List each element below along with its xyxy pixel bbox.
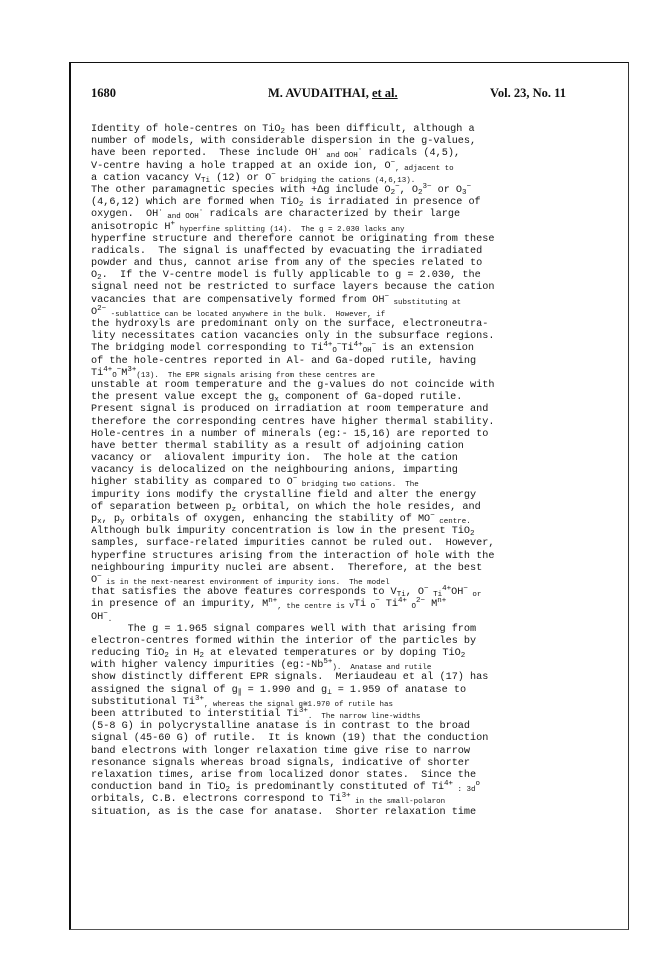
text-line (91, 794, 611, 806)
subscript: 2 (298, 201, 304, 210)
subscript: O (366, 603, 376, 612)
text-line (91, 807, 611, 819)
text-run: (5-8 G) in polycrystalline anatase is in contrast to the broad (91, 721, 471, 733)
text-run: a cation vacancy V (91, 172, 202, 184)
subscript: bridging two cations. The (297, 481, 419, 490)
superscript: · (357, 146, 363, 155)
text-line (91, 441, 611, 453)
text-run: p (91, 514, 98, 525)
superscript: − (463, 585, 468, 594)
text-line (91, 404, 611, 416)
text-line (91, 124, 611, 136)
text-run: = 1.959 of anatase to (331, 684, 467, 696)
text-line (91, 356, 611, 368)
subscript: Ti (396, 591, 406, 600)
text-run: OH (451, 587, 464, 599)
superscript: − (375, 597, 380, 606)
text-run: assigned the signal of g (91, 684, 238, 696)
text-line (91, 624, 611, 636)
text-line (91, 587, 611, 599)
text-run: Ti (379, 599, 398, 611)
text-run: have been reported. These include OH (91, 148, 318, 160)
text-line (91, 365, 611, 380)
text-run: lity necessitates cation vacancies only in the subsurface regions. (91, 331, 495, 343)
subscript: or (467, 591, 482, 600)
text-run: O (91, 574, 98, 586)
text-run: vacancy or aliovalent impurity ion. The hole at the cation (91, 453, 458, 465)
text-line (91, 292, 611, 307)
text-run: neighbouring impurity nuclei are absent. Therefore, at the best (91, 562, 483, 574)
text-line (91, 758, 611, 770)
subscript: y (119, 518, 125, 526)
text-line (91, 417, 611, 429)
text-run: has been difficult, although a (285, 124, 475, 135)
text-run: vacancies that are compensatively formed from OH (91, 294, 385, 306)
text-run: O (91, 306, 98, 318)
text-run: M (424, 599, 438, 611)
author-line (268, 86, 398, 101)
subscript: -sublattice can be located anywhere in the bulk. However, if (106, 310, 386, 319)
text-line (91, 490, 611, 502)
superscript: − (390, 158, 396, 167)
text-run: hyperfine structures arising from the interaction of hole with the (91, 550, 495, 562)
subscript: Ti (428, 591, 443, 600)
text-line (91, 477, 611, 489)
text-run: signal need not be restricted to surface layers because the cation (91, 282, 495, 294)
superscript: 3+ (194, 694, 204, 703)
superscript: − (336, 341, 342, 350)
superscript: − (466, 182, 472, 191)
subscript: is in the next-nearest environment of impurity ions. The model (101, 578, 390, 587)
superscript: − (424, 585, 429, 594)
text-line (91, 599, 611, 611)
text-line (91, 636, 611, 648)
subscript: 2 (225, 786, 231, 795)
subscript: . (107, 615, 113, 624)
text-line (91, 282, 611, 294)
subscript: and OOH (321, 152, 358, 161)
text-line (91, 219, 611, 234)
text-run: the hydroxyls are predominant only on the surface, electroneutra- (91, 319, 489, 330)
text-line (91, 136, 611, 148)
superscript: 2− (415, 597, 425, 606)
text-run: The g = 1.965 signal compares well with that arising from (91, 623, 477, 635)
text-run: samples, surface-related impurities cannot be ruled out. However, (91, 538, 495, 550)
text-line (91, 453, 611, 465)
text-run: situation, as is the case for anatase. Shorter relaxation time (91, 806, 477, 818)
text-line (91, 609, 611, 624)
subscript: substituting at (388, 298, 461, 307)
text-run: signal (45-60 G) of rutile. It is known (19) that the conduction (91, 733, 489, 745)
text-line (91, 538, 611, 550)
superscript: 3− (422, 182, 432, 191)
text-run: = 1.990 and g (241, 684, 328, 696)
text-run: that satisfies the above features corresponds to V (91, 587, 397, 599)
text-run: hyperfine structure and therefore cannot be originating from these (91, 233, 495, 245)
text-line (91, 331, 611, 343)
et-al: et al. (371, 86, 398, 100)
subscript: 3 (462, 188, 467, 197)
text-run: (4,6,12) which are formed when TiO (91, 197, 299, 209)
subscript: 2 (417, 188, 423, 197)
text-run: have better thermal stability as a result of adjoining cation (91, 440, 464, 452)
text-line (91, 246, 611, 258)
text-run: Although bulk impurity concentration is low in the present TiO (91, 526, 471, 538)
subscript: O (332, 347, 337, 356)
text-run: M (121, 367, 128, 379)
superscript: n+ (437, 597, 447, 606)
subscript: , adjacent to (395, 164, 454, 173)
superscript: − (97, 572, 102, 581)
text-run: Identity of hole-centres on TiO (91, 124, 281, 135)
text-run: anisotropic H (91, 221, 171, 233)
subscript: centre. (434, 518, 471, 526)
text-run: . If the V-centre model is fully applicable to g = 2.030, the (101, 270, 481, 282)
subscript: x (97, 518, 102, 526)
text-line (91, 343, 611, 355)
subscript: Ti (201, 176, 211, 185)
text-line (91, 551, 611, 563)
text-run: oxygen. OH (91, 209, 159, 221)
text-line (91, 182, 611, 197)
superscript: · (158, 207, 163, 216)
text-line (91, 429, 611, 441)
superscript: n+ (268, 597, 278, 606)
text-run: V-centre having a hole trapped at an oxide ion, O (91, 160, 391, 172)
text-line (91, 526, 611, 538)
running-header (0, 86, 672, 106)
subscript: in the small-polaron (350, 798, 446, 807)
text-run: in presence of an impurity, M (91, 599, 269, 611)
superscript: 2− (97, 304, 107, 313)
text-run: electron-centres formed within the interior of the particles by (91, 635, 477, 647)
text-run: component of Ga-doped rutile. (278, 392, 463, 404)
superscript: − (430, 512, 435, 520)
subscript: 2 (280, 128, 286, 136)
superscript: · (317, 146, 322, 155)
text-line (91, 380, 611, 392)
subscript: , the centre is V (277, 603, 354, 612)
text-run: conduction band in TiO (91, 782, 226, 794)
subscript: x (274, 396, 279, 405)
superscript: · (198, 207, 204, 216)
text-line (91, 563, 611, 575)
text-run: Hole-centres in a number of minerals (eg:- 15,16) are reported to (91, 428, 489, 440)
superscript: − (395, 182, 400, 191)
subscript: 2 (199, 652, 204, 661)
text-run: powder and thus, cannot arise from any of the species related to (91, 258, 483, 270)
subscript: . The narrow line-widths (307, 713, 421, 721)
text-run: radicals. The signal is unaffected by evacuating the irradiated (91, 245, 483, 257)
subscript: bridging the cations (4,6,13). (275, 176, 416, 185)
superscript: − (371, 341, 377, 350)
text-line (91, 782, 611, 794)
text-line (91, 685, 611, 697)
superscript: 4+ (353, 341, 363, 350)
superscript: − (116, 365, 122, 374)
subscript: 2 (97, 274, 102, 283)
text-line (91, 514, 611, 526)
subscript: hyperfine splitting (14). The g = 2.030 lacks any (175, 225, 405, 234)
text-run: is irradiated in presence of (303, 197, 481, 209)
superscript: 3+ (341, 792, 351, 801)
superscript: 4+ (444, 780, 454, 789)
text-run: , O (405, 587, 425, 599)
text-run: is predominantly constituted of Ti (230, 782, 444, 794)
text-run: unstable at room temperature and the g-values do not coincide with (91, 379, 495, 391)
text-run: been attributed to interstitial Ti (91, 709, 299, 720)
text-line (91, 170, 611, 185)
text-line (91, 234, 611, 246)
text-line (91, 304, 611, 319)
subscript: 2 (390, 188, 396, 197)
text-line (91, 572, 611, 587)
text-run: radicals (4,5), (362, 148, 461, 160)
text-run: O (91, 270, 98, 282)
text-line (91, 465, 611, 477)
text-line (91, 733, 611, 745)
subscript: : 3d (453, 786, 476, 795)
text-line (91, 197, 611, 209)
subscript: ⊥ (327, 688, 332, 697)
text-run: , O (399, 184, 418, 196)
superscript: o (475, 780, 481, 789)
text-run: substitutional Ti (91, 696, 195, 708)
text-line (91, 694, 611, 709)
subscript: z (231, 505, 237, 514)
text-run: orbital, on which the hole resides, and (236, 501, 481, 513)
text-run: impurity ions modify the crystalline field and alter the energy (91, 489, 477, 501)
superscript: − (103, 609, 108, 618)
text-line (91, 319, 611, 331)
text-line (91, 721, 611, 733)
text-line (91, 158, 611, 173)
text-run: the present value except the g (91, 392, 275, 404)
text-line (91, 746, 611, 758)
superscript: 4+ (103, 365, 113, 374)
superscript: + (170, 219, 175, 228)
subscript: ). Anatase and rutile (332, 664, 432, 673)
text-run: Ti (353, 599, 367, 611)
text-line (91, 270, 611, 282)
text-run: , p (101, 514, 120, 525)
text-line (91, 648, 611, 660)
text-run: in H (168, 648, 200, 660)
text-line (91, 392, 611, 404)
text-line (91, 672, 611, 684)
text-line (91, 770, 611, 782)
superscript: 5+ (323, 658, 333, 667)
text-run: radicals are characterized by their large (203, 209, 461, 221)
text-run: Ti (341, 343, 354, 355)
text-run: of separation between p (91, 501, 232, 513)
superscript: 3+ (298, 707, 308, 715)
text-run: or O (431, 184, 463, 196)
subscript: 2 (460, 652, 466, 661)
superscript: 4+ (323, 341, 333, 350)
text-line (91, 709, 611, 721)
superscript: − (271, 170, 276, 179)
text-run: (12) or O (210, 172, 272, 184)
text-run: Present signal is produced on irradiation at room temperature and (91, 404, 489, 416)
subscript: , whereas the signal g≅1.970 of rutile has (203, 700, 393, 709)
text-run: band electrons with longer relaxation time give rise to narrow (91, 745, 471, 757)
subscript: O (112, 371, 117, 380)
text-line (91, 209, 611, 221)
text-run: of the hole-centres reported in Al- and Ga-doped rutile, having (91, 355, 477, 367)
text-run: The other paramagnetic species with +Δg include O (91, 184, 391, 196)
text-line (91, 258, 611, 270)
subscript: (13). The EPR signals arising from these centres are (136, 371, 375, 380)
subscript: ∥ (237, 688, 242, 697)
body-text (91, 124, 611, 819)
superscript: − (384, 292, 389, 301)
author-name: M. AVUDAITHAI, (268, 86, 372, 100)
text-line (91, 660, 611, 672)
text-run: Ti (91, 367, 104, 379)
text-line (91, 148, 611, 160)
superscript: 4+ (442, 585, 452, 594)
subscript: O (406, 603, 416, 612)
text-run: The bridging model corresponding to Ti (91, 343, 324, 355)
text-run: show distinctly different EPR signals. Meriaudeau et al (17) has (91, 672, 489, 684)
text-run: resonance signals whereas broad signals, indicative of shorter (91, 757, 471, 769)
subscript: and OOH (162, 213, 199, 222)
text-run: higher stability as compared to O (91, 477, 293, 489)
text-run: therefore the corresponding centres have higher thermal stability. (91, 416, 495, 428)
text-run: relaxation times, arise from localized donor states. Since the (91, 769, 477, 781)
text-run: vacancy is delocalized on the neighbouring anions, imparting (91, 465, 458, 477)
superscript: 4+ (397, 597, 407, 606)
volume-issue: Vol. 23, No. 11 (490, 86, 566, 100)
text-run: orbitals of oxygen, enhancing the stability of MO (124, 514, 431, 525)
text-run: OH (91, 611, 104, 623)
text-run: is an extension (376, 343, 474, 355)
page-number: 1680 (91, 86, 116, 100)
superscript: − (292, 475, 298, 484)
text-run: orbitals, C.B. electrons correspond to Ti (91, 794, 342, 806)
text-run: number of models, with considerable dispersion in the g-values, (91, 136, 477, 148)
text-line (91, 502, 611, 514)
subscript: OH (362, 347, 372, 356)
subscript: 2 (470, 530, 475, 539)
text-run: reducing TiO (91, 648, 165, 660)
superscript: 3+ (127, 365, 137, 374)
subscript: 2 (164, 652, 169, 661)
text-run: with higher valency impurities (eg:-Nb (91, 660, 324, 672)
text-run: at elevated temperatures or by doping TiO (203, 648, 461, 660)
